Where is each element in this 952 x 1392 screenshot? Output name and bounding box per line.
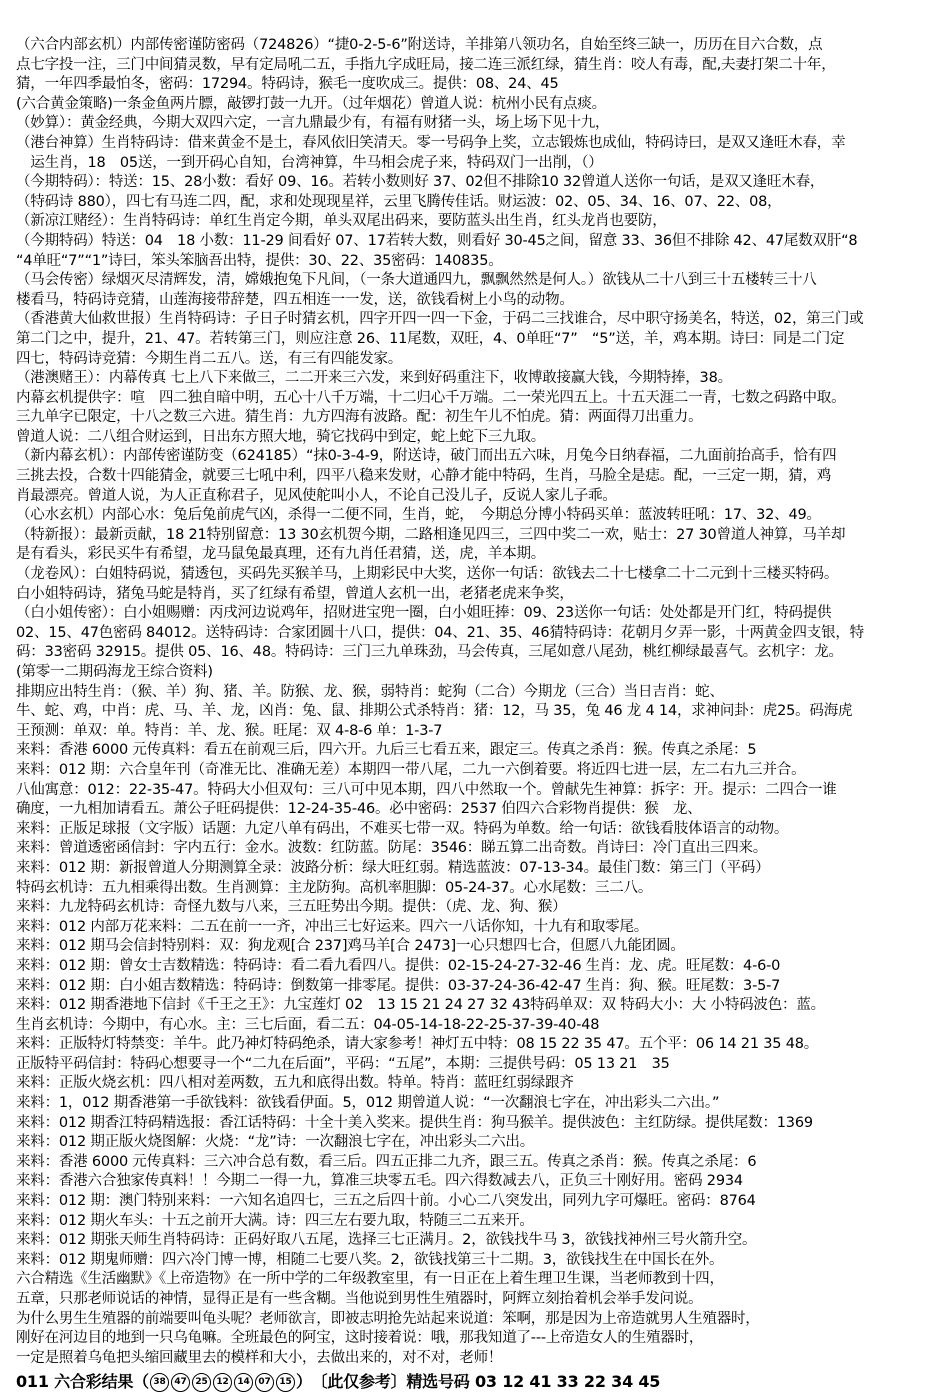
text-line: 牛、蛇、鸡，中肖：虎、马、羊、龙，凶肖：兔、鼠、排期公式杀特肖：猪：12，马 35，兔 46 龙 4 14，求神问卦：虎25。码海虎: [16, 703, 853, 720]
text-line: （特码诗 880），四七有马连二四，配，求和处现现星祥，云里飞腾传佳话。财运波：02、05、34、16、07、22、08，: [16, 193, 782, 210]
text-line: 刚好在河边目的地到一只乌龟嘛。全班最色的阿宝，这时接着说：哦，那我知道了---上帝造女人的生殖器时，: [16, 1330, 704, 1347]
text-line: 来料：012 期：六合皇年刊（奇准无比、准确无差）本期四一带八尾，二九一六倒着要。将近四七进一层，左二右九三并合。: [16, 761, 806, 778]
text-line: 内幕玄机提供字：喧 四二独自暗中明，五心十八千万端，十二归心千万端。二一荣光四五上。十五天涯二一青，七数之码路中取。: [16, 389, 846, 406]
lottery-result-line: [16, 1372, 942, 1392]
text-line: 来料：012 期：新报曾道人分期测算全录：波路分析：绿大旺红弱。精选蓝波：07-13-34。最佳门数：第三门（平码）: [16, 859, 770, 876]
text-line: 来料：012 期鬼师赠：四六冷门博一博，相随二七要八奖。2，欲钱找第三十二期。3，欲钱找生在中国长在外。: [16, 1251, 724, 1268]
text-line: 来料：1，012 期香港第一手欲钱料：欲钱看伊面。5，012 期曾道人说：“一次翻浪七字在，冲出彩头二六出。”: [16, 1095, 720, 1112]
text-line: 来料：012 期香港地下信封《千王之王》：九宝莲灯 02 13 15 21 24 27 32 43特码单双：双 特码大小：大 小特码波色：蓝。: [16, 997, 825, 1014]
text-line: 来料：012 期：白小姐吉数精选：特码诗：倒数第一排零尾。提供：03-37-24-36-42-47 生肖：狗、猴。旺尾数：3-5-7: [16, 977, 781, 994]
text-line: 02、15、47色密码 84012。送特码诗：合家团圆十八口，提供：04、21、35、46猜特码诗：花朝月夕弄一影，十两黄金四支银，特: [16, 624, 864, 641]
result-ball: 12: [213, 1373, 232, 1392]
text-line: 白小姐特码诗，猪兔马蛇是特肖，买了红绿有希望，曾道人玄机一出，老猪老虎来争奖，: [16, 585, 574, 602]
text-line: 来料：012 期火车头：十五之前开大满。诗：四三左右要九取，特随三二五来开。: [16, 1212, 534, 1229]
result-prefix: 011 六合彩结果（: [16, 1372, 149, 1392]
text-line: 来料：正版火烧玄机：四八相对差两数，五九和底得出数。特单。特肖：蓝旺红弱绿跟齐: [16, 1075, 574, 1092]
text-line: （港台神算）生肖特码诗：借来黄金不是土，春风依旧笑清天。零一号码争上奖，立志锻炼也成仙，特码诗曰，是双又逢旺木春，幸: [16, 134, 846, 151]
text-line: 码：33密码 32915。提供 05、16、48。特码诗：三门三九单珠劲，马会传真，三尾如意八尾劲，桃红柳绿最喜气。玄机字：龙。: [16, 644, 843, 661]
text-line: 六合精选《生活幽默》《上帝造物》在一所中学的二年级教室里，有一日正在上着生理卫生课，当老师教到十四，: [16, 1271, 724, 1288]
result-ball: 38: [150, 1373, 169, 1392]
text-line: 运生肖，18 05送，一到开码心自知，台湾神算，牛马相会虎子来，特码双门一出削，（）: [16, 154, 603, 171]
text-line: 来料：012 期正版火烧图解：火烧：“龙”诗：一次翻浪七字在，冲出彩头二六出。: [16, 1134, 535, 1151]
text-line: 正版特平码信封：特码心想要寻一个“二九在后面”，平码：“五尾”，本期：三提供号码：05 13 21 35: [16, 1055, 670, 1072]
text-line: 来料：012 期：曾女士吉数精选：特码诗：看二看九看四八。提供：02-15-24-27-32-46 生肖：龙、虎。旺尾数：4-6-0: [16, 957, 781, 974]
text-line: （心水玄机）内部心水：兔后兔前虎气凶，杀得一二便不同，生肖，蛇， 今期总分博小特码买单：蓝波转旺吼：17、32、49。: [16, 507, 821, 524]
text-line: 来料：012 期马会信封特别料：双：狗龙观[合 237]鸡马羊[合 2473]一心只想四七合，但愿八九能团圆。: [16, 938, 685, 955]
result-ball: 14: [234, 1373, 253, 1392]
text-line: 三九单字已限定，十八之数三六进。猜生肖：九方四海有波路。配：初生午儿不怕虎。猜：两面得刀出重力。: [16, 409, 703, 426]
text-line: 来料：香港 6000 元传真料：三六冲合总有数，看三后。四五正排二九齐，跟三五。传真之杀肖：猴。传真之杀尾：6: [16, 1153, 757, 1170]
text-line: （特新报）：最新贡献，18 21特别留意：13 30玄机贺今期，二路相逢见四三，三四中奖二一欢，贴士：27 30曾道人神算，马羊却: [16, 526, 846, 543]
text-line: 三挑去投，合数十四能猜金，就要三七吼中利，四平八稳来发财，心静才能中特码，生肖，马脸全是痣。配，一三定一期，猜，鸡: [16, 468, 832, 485]
text-line: “4单旺“7”“1”诗曰，笨头笨脑吾出特，提供：30、22、35密码：140835。: [16, 252, 503, 269]
result-ball: 15: [276, 1373, 295, 1392]
text-line: （香港黄大仙救世报）生肖特码诗：子日子时猜玄机，四字开四一四一下金，于码二三找谁合，尽中职守扬美名，特送，02，第三门或: [16, 311, 864, 328]
text-line: 来料：012 期张天师生肖特码诗：正码好取八五尾，选择三七正满月。2，欲钱找牛马 3，欲钱找神州三号火箭升空。: [16, 1232, 757, 1249]
text-line: （港澳赌王）：内幕传真 七上八下来做三，二二开来三六发，来到好码重注下，收博敢接赢大钱，今期特捧，38。: [16, 370, 732, 387]
result-suffix: ） 〔此仅参考〕精选号码 03 12 41 33 22 34 45: [295, 1372, 661, 1392]
result-ball: 47: [171, 1373, 190, 1392]
text-line: (第零一二期码海龙王综合资料): [16, 664, 213, 680]
text-line: 八仙寓意：012：22-35-47。特码大小但双句：三八可中见本期，四八中然取一个。曾献先生神算：拆字：开。提示：二四合一谁: [16, 781, 837, 798]
text-line: 肖最漂亮。曾道人说，为人正直称君子，见风使舵叫小人，不论自己没儿子，反说人家儿子乖。: [16, 487, 617, 504]
text-line: （新凉江赌经）：生肖特码诗：单红生肖定今期，单头双尾出码来，要防蓝头出生肖，红头龙肖也要防，: [16, 213, 667, 230]
text-line: （马会传密）绿烟灭尽清辉发，清，嫦娥抱兔下凡间，（一条大道通四九，飘飘然然是何人。）欲钱从二十八到三十五楼转三十八: [16, 272, 817, 289]
text-line: （六合内部玄机）内部传密谨防密码（724826）“捷0-2-5-6”附送诗，羊排第八领功名，自始至终三缺一，历历在目六合数，点: [16, 37, 823, 53]
text-line: 五章，只那老师说话的神情，显得正是有一些含糊。当他说到男性生殖器时，阿辉立刻抬着机会举手发问说。: [16, 1291, 703, 1307]
text-line: 四七，特码诗竞猜：今期生肖二五八。送，有三有四能发家。: [16, 350, 403, 367]
text-line: 来料：012 期：澳门特别来料：一六知名追四七，三五之后四十前。小心二八突发出，同列九字可爆旺。密码：8764: [16, 1193, 756, 1210]
text-line: （今期特码）：特送：15、28小数：看好 09、16。若转小数则好 37、02但不排除10 32曾道人送你一句话，是双又逢旺木春，: [16, 174, 825, 191]
text-line: （白小姐传密）：白小姐赐赠：丙戌河边说鸡年，招财进宝兜一圈，白小姐旺捧：09、23送你一句话：处处都是开门红，特码提供: [16, 605, 832, 622]
result-ball: 07: [255, 1373, 274, 1392]
text-line: 来料：曾道透密函信封：字内五行：金水。波数：红防蓝。防尾：3546：睇五算二出奇数。肖诗曰：冷门直出三四来。: [16, 840, 768, 857]
text-line: 猜，一年四季最怕冬，密码：17294。特码诗，猴毛一度吹成三。提供：08、24、45: [16, 76, 559, 93]
text-line: （新内幕玄机）：内部传密谨防变（624185）“抹0-3-4-9，附送诗，破门而出五六味，月兔今日纳春福，二九面前抬高手，恰有四: [16, 448, 837, 465]
text-line: 点七字投一注，三门中间猜灵数，早有定局吼二五，手指九字成旺局，接二连三派红绿，猜生肖：咬人有毒，配,夫妻打架二十年，: [16, 56, 836, 73]
text-line: 来料：香港 6000 元传真料：看五在前观三后，四六开。九后三七看五来，跟定三。传真之杀肖：猴。传真之杀尾：5: [16, 742, 757, 759]
text-line: 来料：012 内部万花来料：二五在前一一齐，冲出三七好运来。四六一八话你知，十九有和取零尾。: [16, 918, 649, 935]
result-ball: 25: [192, 1373, 211, 1392]
text-line: 曾道人说：二八组合财运到，日出东方照大地，骑它找码中到定，蛇上蛇下三九取。: [16, 428, 546, 445]
text-line: 是有看头，彩民买牛有希望，龙马鼠兔最真理，还有九肖任君猜，送，虎，羊本期。: [16, 546, 546, 563]
text-line: （今期特码）特送：04 18 小数：11-29 间看好 07、17若转大数，则看好 30-45之间，留意 33、36但不排除 42、47尾数双肝“8: [16, 232, 858, 249]
text-line: 来料：正版足球报（文字版）话题：九定八单有码出，不难买七带一双。特码为单数。给一句话：欲钱看肢体语言的动物。: [16, 820, 789, 837]
text-line: 来料：正版特灯特禁变：羊牛。此乃神灯特码绝杀，请大家参考！神灯五中特：08 15 22 35 47。五个平：06 14 21 35 48。: [16, 1036, 819, 1053]
text-line: 王预测：单双：单。特肖：羊、龙、猴。旺尾：双 4-8-6 单：1-3-7: [16, 722, 443, 739]
text-line: 来料：香港六合独家传真料！！今期二一得一九，算准三块零五毛。四六得数减去八，正负三十刚好用。密码 2934: [16, 1173, 743, 1190]
text-line: 为什么男生生殖器的前端要叫龟头呢？老师欲言，即被志明抢先站起来说道：笨啊，那是因为上帝造就男人生殖器时，: [16, 1310, 760, 1327]
text-line: 一定是照着乌龟把头缩回藏里去的模样和大小，去做出来的，对不对，老师！: [16, 1349, 503, 1366]
text-line: (六合黄金策略)一条金鱼两片膘，敲锣打鼓一九开。（过年烟花）曾道人说：杭州小民有点痰。: [16, 95, 606, 112]
text-line: （龙卷风）：白姐特码说，猜透包，买码先买猴羊马，上期彩民中大奖，送你一句话：欲钱去二十七楼拿二十二元到十三楼买特码。: [16, 566, 839, 583]
text-line: 特码玄机诗：五九相乘得出数。生肖测算：主龙防狗。高机率胆脚：05-24-37。心水尾数：三二八。: [16, 879, 653, 896]
text-line: 生肖玄机诗：今期中，有心水。主：三七后面，看二五：04-05-14-18-22-25-37-39-40-48: [16, 1016, 600, 1033]
text-line: 确度，一九相加请看五。萧公子旺码提供：12-24-35-46。必中密码：2537 伯四六合彩物肖提供：猴 龙、: [16, 801, 702, 818]
text-line: 来料：九龙特码玄机诗：奇怪九数与八来，三五旺势出今期。提供：（虎、龙、狗、猴）: [16, 899, 567, 916]
text-line: 来料：012 期香江特码精选报：香江话特码：十全十美入奖来。提供生肖：狗马猴羊。提供波色：主红防绿。提供尾数：1369: [16, 1114, 813, 1131]
text-line: 楼看马，特码诗竞猜，山莲海接带辞楚，四五相连一一发，送，欲钱看树上小鸟的动物。: [16, 291, 574, 308]
text-line: 第二门之中，提升，21、47。若转第三门，则应注意 26、11尾数，双旺，4、0单旺“7” “5”送，羊，鸡本期。诗曰：同是二门定: [16, 330, 845, 347]
text-line: （妙算）：黄金经典，今期大双四六定，一言九鼎最少有，有福有财猪一头，场上场下见十九，: [16, 115, 610, 132]
text-line: 排期应出特生肖：（猴、羊）狗、猪、羊。防猴、龙、猴，弱特肖：蛇狗（二合）今期龙（三合）当日吉肖：蛇、: [16, 683, 724, 700]
